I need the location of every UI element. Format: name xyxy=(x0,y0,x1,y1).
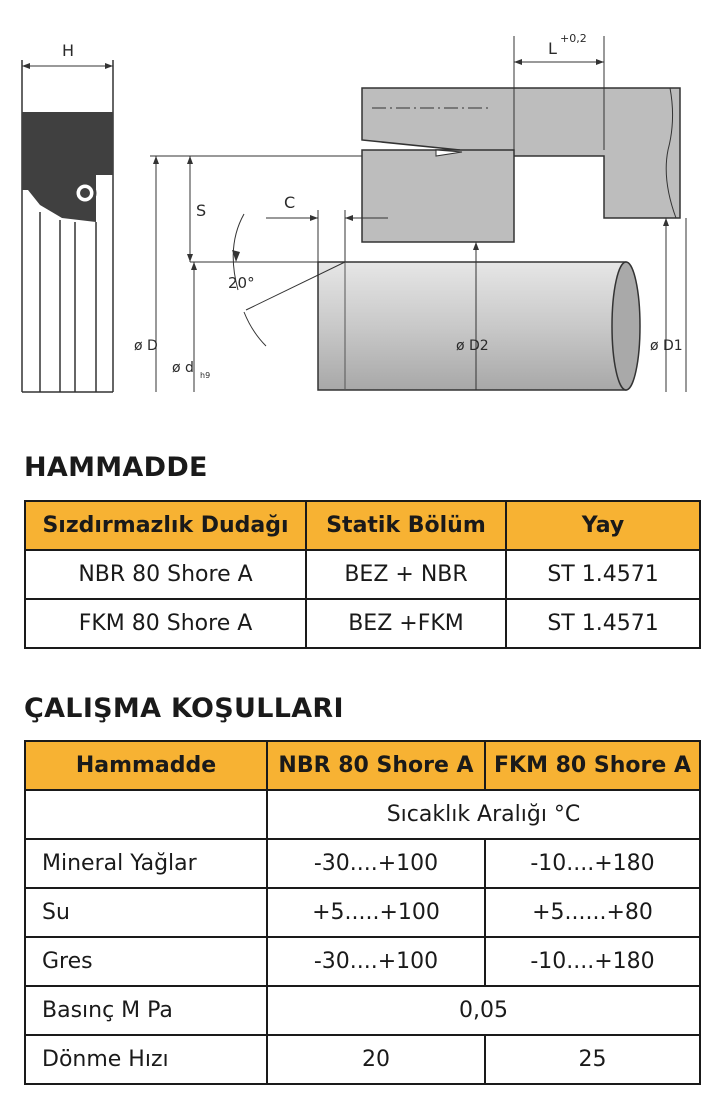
operating-conditions-title: ÇALIŞMA KOŞULLARI xyxy=(24,693,344,724)
table-row xyxy=(25,550,700,599)
row-label: Gres xyxy=(25,937,267,986)
d-label: ø D xyxy=(134,338,158,354)
d1-label: ø D1 xyxy=(650,338,683,354)
cell-nbr: +5.....+100 xyxy=(267,888,485,937)
table-row xyxy=(25,937,700,986)
row-label: Mineral Yağlar xyxy=(25,839,267,888)
header-nbr: NBR 80 Shore A xyxy=(267,741,485,790)
speed-label: Dönme Hızı xyxy=(25,1035,267,1084)
cell-spring: ST 1.4571 xyxy=(506,550,700,599)
table-row xyxy=(25,599,700,648)
cell-lip: NBR 80 Shore A xyxy=(25,550,306,599)
table-row xyxy=(25,888,700,937)
cell-fkm: +5......+80 xyxy=(485,888,700,937)
cell-nbr: -30....+100 xyxy=(267,839,485,888)
table-row xyxy=(25,839,700,888)
table-row xyxy=(25,790,700,839)
cell-nbr: -30....+100 xyxy=(267,937,485,986)
pressure-value: 0,05 xyxy=(267,986,700,1035)
technical-drawing xyxy=(0,0,720,420)
angle-label: 20° xyxy=(228,274,255,292)
cell-static: BEZ + NBR xyxy=(306,550,506,599)
operating-conditions-table xyxy=(24,740,701,1085)
header-static: Statik Bölüm xyxy=(306,501,506,550)
row-label: Su xyxy=(25,888,267,937)
header-material: Hammadde xyxy=(25,741,267,790)
materials-title: HAMMADDE xyxy=(24,452,208,483)
cell-lip: FKM 80 Shore A xyxy=(25,599,306,648)
header-spring: Yay xyxy=(506,501,700,550)
dh-label: ø d xyxy=(172,360,194,376)
speed-nbr: 20 xyxy=(267,1035,485,1084)
table-row xyxy=(25,1035,700,1084)
table-header-row xyxy=(25,501,700,550)
header-fkm: FKM 80 Shore A xyxy=(485,741,700,790)
cell-fkm: -10....+180 xyxy=(485,937,700,986)
pressure-label: Basınç M Pa xyxy=(25,986,267,1035)
cell-static: BEZ +FKM xyxy=(306,599,506,648)
dh-subscript: h9 xyxy=(200,371,211,380)
l-tolerance: +0,2 xyxy=(560,32,587,45)
c-label: C xyxy=(284,193,296,212)
table-row xyxy=(25,986,700,1035)
speed-fkm: 25 xyxy=(485,1035,700,1084)
d2-label: ø D2 xyxy=(456,338,489,354)
table-header-row xyxy=(25,741,700,790)
cell-spring: ST 1.4571 xyxy=(506,599,700,648)
temperature-range-label: Sıcaklık Aralığı °C xyxy=(267,790,700,839)
materials-table xyxy=(24,500,701,649)
cell-fkm: -10....+180 xyxy=(485,839,700,888)
s-label: S xyxy=(196,201,207,220)
seal-cross-section xyxy=(22,41,113,392)
empty-cell xyxy=(25,790,267,839)
header-lip: Sızdırmazlık Dudağı xyxy=(25,501,306,550)
h-label: H xyxy=(62,41,75,60)
shaft xyxy=(194,262,640,390)
l-label: L xyxy=(548,39,557,58)
